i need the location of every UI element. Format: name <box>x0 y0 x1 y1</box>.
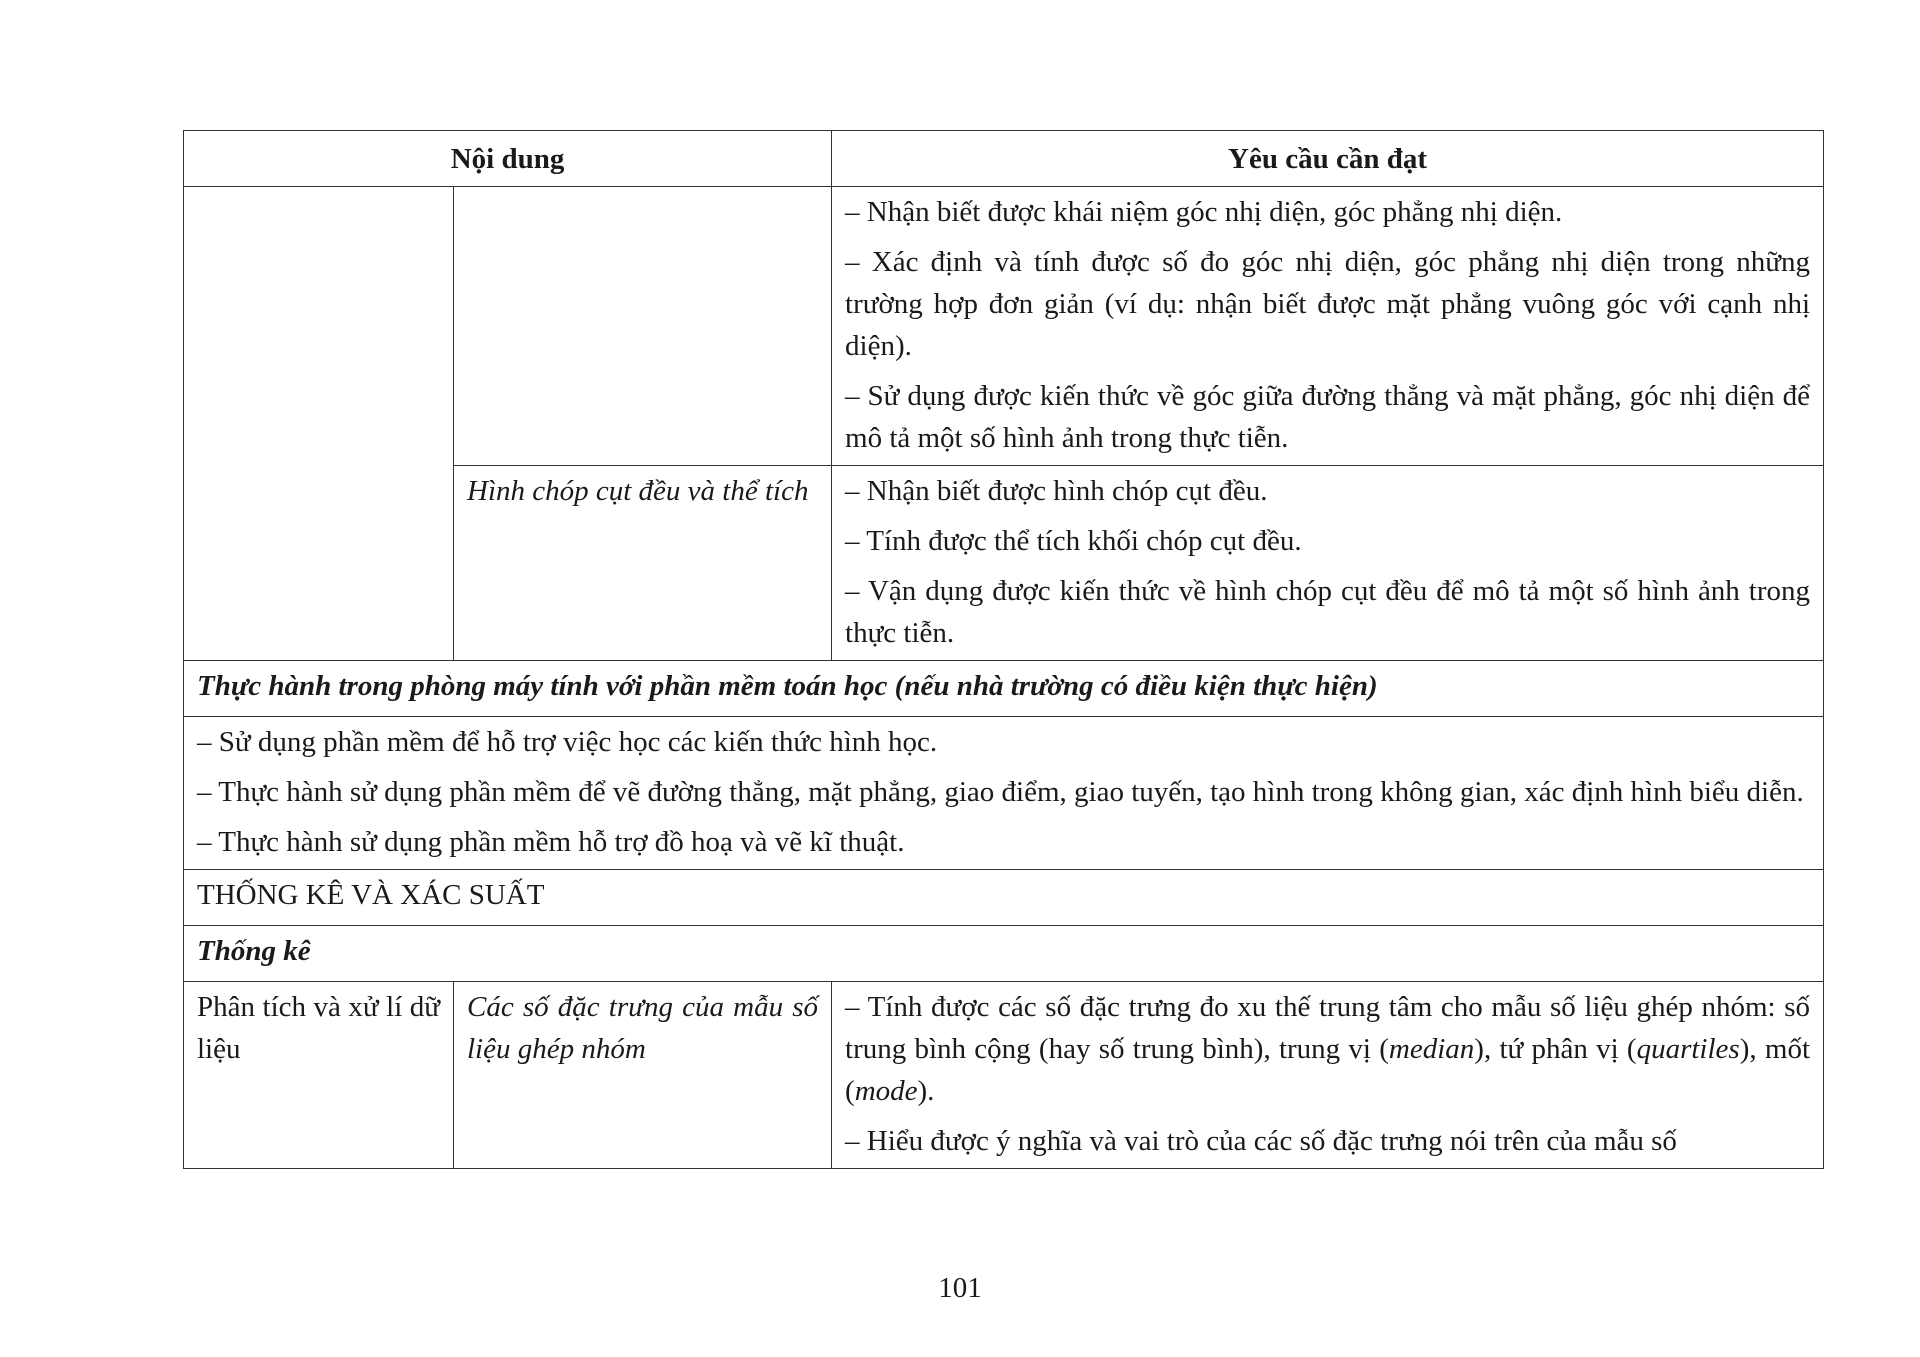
practice-item: – Thực hành sử dụng phần mềm hỗ trợ đồ hoạ và vẽ kĩ thuật. <box>197 826 905 858</box>
subsection-heading-row <box>184 926 1824 982</box>
requirements-cell <box>832 466 1824 661</box>
practice-heading-row <box>184 661 1824 717</box>
topic-cell-empty <box>454 187 832 466</box>
requirement-item: – Nhận biết được hình chóp cụt đều. <box>845 475 1268 507</box>
header-content: Nội dung <box>184 131 832 187</box>
practice-items-cell <box>184 717 1824 870</box>
requirements-cell <box>832 187 1824 466</box>
requirement-text: ), mốt ( <box>845 1033 1810 1107</box>
section-heading-row <box>184 870 1824 926</box>
requirement-item: – Nhận biết được khái niệm góc nhị diện, góc phẳng nhị diện. <box>845 196 1563 228</box>
topic-cell: Hình chóp cụt đều và thể tích <box>454 466 832 661</box>
term-mode: mode <box>854 1075 918 1107</box>
practice-item: – Thực hành sử dụng phần mềm để vẽ đường thẳng, mặt phẳng, giao điểm, giao tuyến, tạo hình trong không gian, xác định hình biểu diễn. <box>197 776 1804 808</box>
page-number: 101 <box>938 1272 982 1304</box>
practice-heading: Thực hành trong phòng máy tính với phần mềm toán học (nếu nhà trường có điều kiện thực hiện) <box>184 661 1824 717</box>
table-header-row <box>184 131 1824 187</box>
requirement-item: – Xác định và tính được số đo góc nhị diện, góc phẳng nhị diện trong những trường hợp đơn giản (ví dụ: nhận biết được mặt phẳng vuông góc với cạnh nhị diện). <box>845 246 1811 362</box>
area-cell-empty <box>184 187 454 661</box>
requirement-item: – Hiểu được ý nghĩa và vai trò của các số đặc trưng nói trên của mẫu số <box>845 1125 1677 1157</box>
requirement-item: – Vận dụng được kiến thức về hình chóp cụt đều để mô tả một số hình ảnh trong thực tiễn. <box>845 575 1811 649</box>
requirement-item: – Sử dụng được kiến thức về góc giữa đường thẳng và mặt phẳng, góc nhị diện để mô tả một số hình ảnh trong thực tiễn. <box>845 380 1811 454</box>
requirement-item <box>845 986 1810 1112</box>
practice-item: – Sử dụng phần mềm để hỗ trợ việc học các kiến thức hình học. <box>197 726 938 758</box>
section-heading: THỐNG KÊ VÀ XÁC SUẤT <box>184 870 1824 926</box>
curriculum-table <box>183 130 1824 1169</box>
requirement-text: ), tứ phân vị ( <box>1474 1033 1637 1065</box>
term-median: median <box>1388 1033 1475 1065</box>
topic-cell: Các số đặc trưng của mẫu số liệu ghép nhóm <box>454 982 832 1169</box>
area-cell: Phân tích và xử lí dữ liệu <box>184 982 454 1169</box>
requirement-text: – Tính được các số đặc trưng đo xu thế trung tâm cho mẫu số liệu ghép nhóm: số trung bình cộng (hay số trung bình), trung vị ( <box>845 991 1811 1065</box>
requirements-cell <box>832 982 1824 1169</box>
requirement-text: ). <box>917 1075 935 1107</box>
table-row-analysis <box>184 982 1824 1169</box>
header-requirements: Yêu cầu cần đạt <box>832 131 1824 187</box>
term-quartiles: quartiles <box>1636 1033 1740 1065</box>
practice-items-row <box>184 717 1824 870</box>
subsection-heading: Thống kê <box>184 926 1824 982</box>
requirement-item: – Tính được thể tích khối chóp cụt đều. <box>845 525 1302 557</box>
table-row-dihedral <box>184 187 1824 466</box>
